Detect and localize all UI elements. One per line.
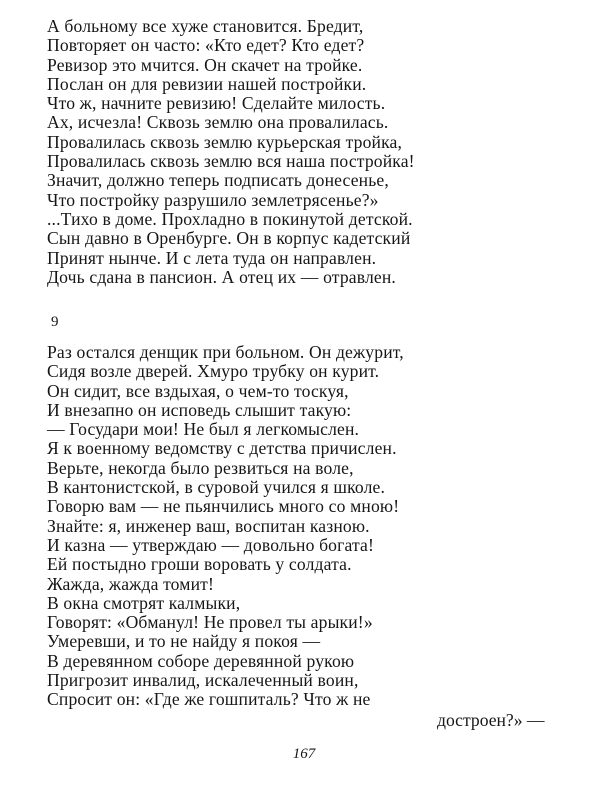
poem-line: Верьте, некогда было резвиться на воле, [47, 457, 354, 478]
poem-line: — Государи мои! Не был я легкомыслен. [47, 419, 360, 440]
poem-line: Дочь сдана в пансион. А отец их — отравлен. [47, 266, 396, 287]
poem-line: Спросит он: «Где же гошпиталь? Что ж не [47, 689, 371, 710]
poem-line: А больному все хуже становится. Бредит, [47, 16, 364, 36]
poem-line: Я к военному ведомству с детства причислен. [47, 438, 397, 459]
poem-line: Жажда, жажда томит! [47, 573, 214, 594]
poem-stanza-2 [47, 343, 567, 710]
section-number: 9 [51, 314, 59, 330]
poem-line: Послан он для ревизии нашей постройки. [47, 73, 367, 94]
poem-line: Он сидит, все вздыхая, о чем-то тоскуя, [47, 380, 349, 401]
poem-line: Пригрозит инвалид, искалеченный воин, [47, 670, 359, 691]
poem-line: Говорю вам — не пьянчились много со мною! [47, 496, 400, 517]
poem-line: В кантонистской, в суровой учился я школе. [47, 477, 386, 498]
poem-line: Что постройку разрушило землетрясенье?» [47, 189, 379, 210]
poem-final-line: достроен?» — [437, 710, 545, 730]
poem-line: Повторяет он часто: «Кто едет? Кто едет? [47, 35, 365, 56]
poem-line: В окна смотрят калмыки, [47, 592, 241, 613]
poem-line: Значит, должно теперь подписать донесенье, [47, 170, 389, 191]
poem-line: Что ж, начните ревизию! Сделайте милость. [47, 93, 386, 114]
poem-stanza-1 [47, 17, 567, 287]
poem-line: Умеревши, и то не найду я покоя — [47, 631, 321, 652]
poem-line: ...Тихо в доме. Прохладно в покинутой детской. [47, 208, 413, 229]
poem-line: Сидя возле дверей. Хмуро трубку он курит. [47, 361, 380, 382]
poem-line: Сын давно в Оренбурге. Он в корпус кадетский [47, 228, 411, 249]
poem-line: Раз остался денщик при больном. Он дежурит, [47, 342, 404, 362]
poem-line: В деревянном соборе деревянной рукою [47, 650, 355, 671]
poem-line: Ревизор это мчится. Он скачет на тройке. [47, 54, 363, 75]
poem-line: Ей постыдно гроши воровать у солдата. [47, 554, 352, 575]
poem-line: Провалилась сквозь землю курьерская тройка, [47, 131, 403, 152]
page-number: 167 [292, 746, 316, 762]
poem-line: Говорят: «Обманул! Не провел ты арыки!» [47, 612, 373, 633]
poem-line: Ах, исчезла! Сквозь землю она провалилась. [47, 112, 389, 133]
poem-line: Знайте: я, инженер ваш, воспитан казною. [47, 515, 370, 536]
poem-line: И внезапно он исповедь слышит такую: [47, 399, 352, 420]
poem-line: И казна — утверждаю — довольно богата! [47, 534, 375, 555]
poem-line: Принят нынче. И с лета туда он направлен. [47, 247, 377, 268]
poem-line: Провалилась сквозь землю вся наша постройка! [47, 151, 415, 172]
